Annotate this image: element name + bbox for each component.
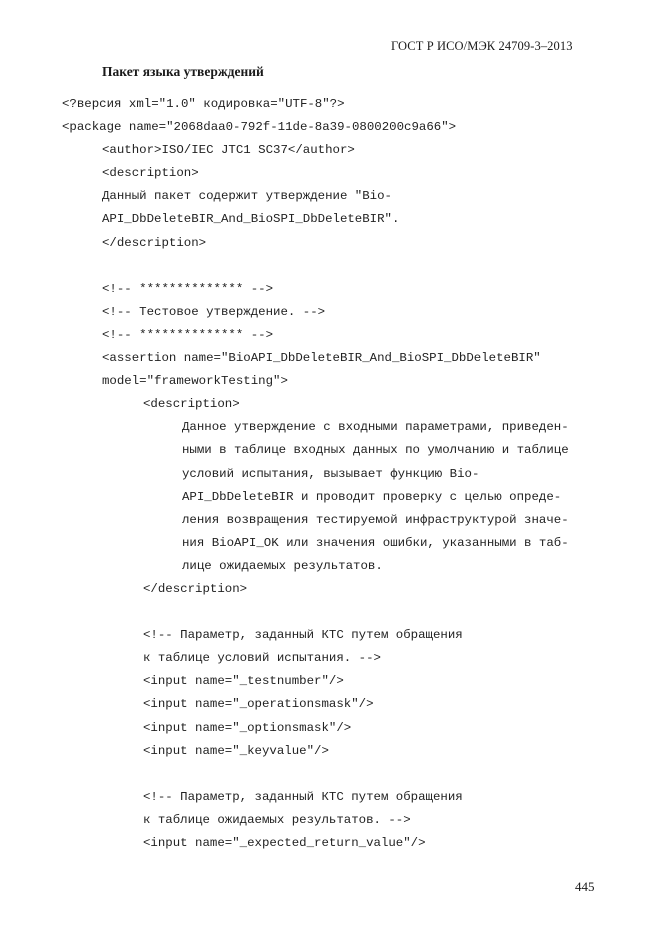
- code-line: </description>: [143, 581, 248, 596]
- blank-line: [0, 255, 569, 278]
- code-line: ными в таблице входных данных по умолчанию и таблице: [182, 443, 569, 458]
- section-title: Пакет языка утверждений: [102, 64, 264, 79]
- code-line: <input name="_keyvalue"/>: [143, 743, 329, 758]
- code-line: </description>: [102, 235, 207, 250]
- code-line: <input name="_expected_return_value"/>: [143, 836, 426, 850]
- blank-line: [0, 763, 569, 786]
- code-line: <author>ISO/IEC JTC1 SC37</author>: [102, 143, 355, 158]
- code-line: <package name="2068daa0-792f-11de-8a39-0800200c9a66">: [62, 120, 457, 135]
- code-line: <input name="_testnumber"/>: [143, 674, 344, 689]
- code-line: Данный пакет содержит утверждение "Bio-: [102, 189, 392, 204]
- code-line: model="frameworkTesting">: [102, 374, 288, 389]
- code-line: к таблице условий испытания. -->: [143, 651, 381, 666]
- code-line: <input name="_operationsmask"/>: [143, 697, 374, 712]
- code-line: <!-- Тестовое утверждение. -->: [102, 304, 326, 319]
- code-line: <!-- ************** -->: [102, 327, 274, 342]
- code-line: условий испытания, вызывает функцию Bio-: [182, 466, 480, 481]
- code-line: <!-- ************** -->: [102, 281, 274, 296]
- running-header: ГОСТ Р ИСО/МЭК 24709-3–2013: [391, 39, 573, 53]
- code-line: <?версия xml="1.0" кодировка="UTF-8"?>: [62, 97, 345, 111]
- code-line: ния BioAPI_OK или значения ошибки, указанными в таб-: [182, 535, 569, 550]
- page-number: 445: [575, 879, 595, 894]
- code-line: <!-- Параметр, заданный КТС путем обращения: [143, 789, 463, 804]
- code-line: Данное утверждение с входными параметрами, приведен-: [182, 420, 569, 435]
- code-line: лице ожидаемых результатов.: [182, 558, 383, 573]
- code-line: <assertion name="BioAPI_DbDeleteBIR_And_BioSPI_DbDeleteBIR": [102, 351, 541, 366]
- code-line: <input name="_optionsmask"/>: [143, 720, 352, 735]
- code-line: API_DbDeleteBIR_And_BioSPI_DbDeleteBIR".: [102, 212, 400, 227]
- code-line: <!-- Параметр, заданный КТС путем обращения: [143, 628, 463, 643]
- blank-line: [0, 601, 569, 624]
- code-line: <description>: [102, 166, 199, 181]
- code-line: ления возвращения тестируемой инфраструктурой значе-: [182, 512, 569, 527]
- code-line: к таблице ожидаемых результатов. -->: [143, 812, 411, 827]
- code-line: <description>: [143, 397, 240, 412]
- xml-code-listing: [0, 93, 569, 855]
- code-line: API_DbDeleteBIR и проводит проверку с целью опреде-: [182, 489, 562, 504]
